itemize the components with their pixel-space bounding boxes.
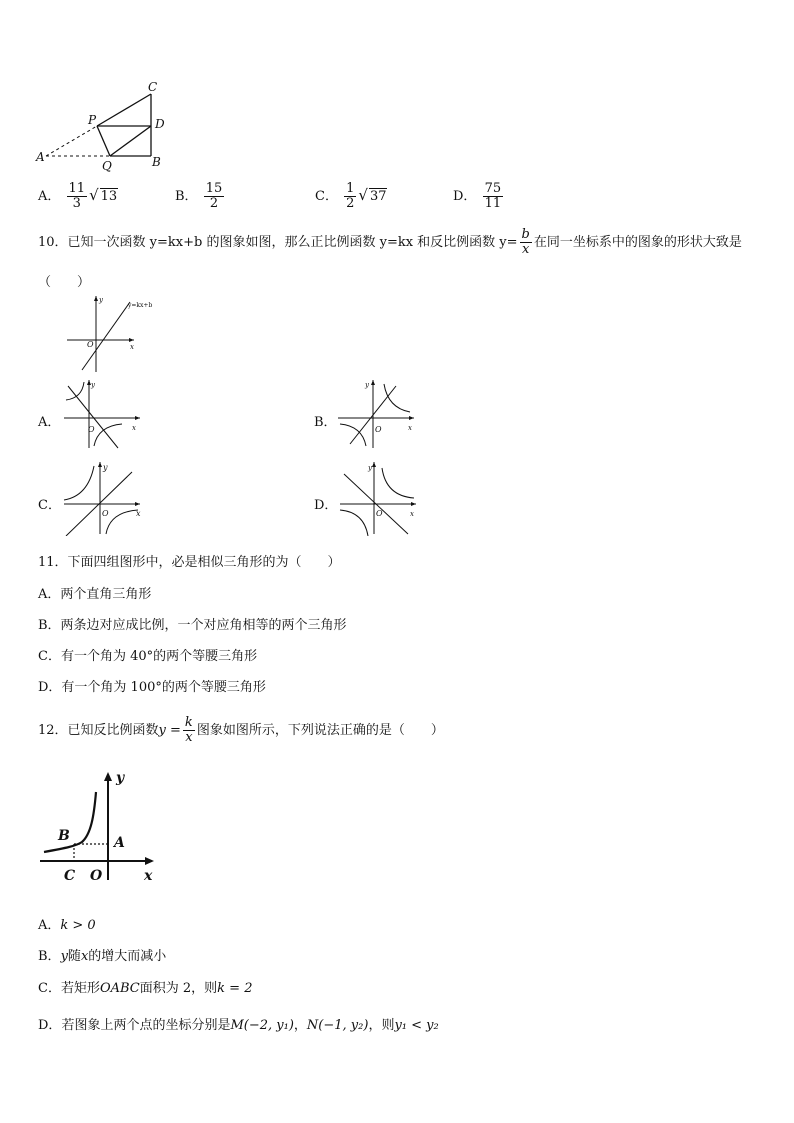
svg-text:y: y <box>116 770 125 786</box>
svg-text:y=kx+b: y=kx+b <box>128 302 153 309</box>
svg-text:O: O <box>376 509 383 518</box>
q12-stem: 12．已知反比例函数y = $\frac{k}{x}$ 图象如图所示，下列说法正确的是（ ） <box>38 715 444 745</box>
q12-figure <box>36 766 164 886</box>
q9-label-q: Q <box>102 159 112 173</box>
q9-label-a: A <box>36 150 45 164</box>
q9-figure <box>30 78 180 173</box>
q10-option-c-label: C． <box>38 498 61 513</box>
q9-line-pc <box>97 94 151 126</box>
q11-option-a: A．两个直角三角形 <box>38 587 152 602</box>
q9-option-a: A． $\frac{11}{3}$ √ 13 <box>38 181 118 211</box>
q9-line-ap <box>46 126 97 156</box>
q9-label-p: P <box>88 113 97 127</box>
q10-option-d-graph <box>338 460 420 536</box>
svg-text:B: B <box>58 828 70 844</box>
q12-option-c: C．若矩形OABC面积为 2，则k = 2 <box>38 981 253 996</box>
q10-option-b-label: B． <box>314 415 337 430</box>
svg-text:x: x <box>136 509 141 518</box>
svg-text:A: A <box>114 835 125 851</box>
q9-line-pq <box>97 126 110 156</box>
q12-curve <box>44 792 96 852</box>
svg-text:x: x <box>144 868 153 884</box>
q12-option-d: D．若图象上两个点的坐标分别是M(−2, y₁)，N(−1, y₂)，则y₁ < y₂ <box>38 1018 439 1033</box>
q9-option-b: B． $\frac{15}{2}$ <box>175 181 223 211</box>
q9-label-c: C <box>148 80 158 94</box>
q10-figure <box>62 292 172 374</box>
q12-option-b: B．y随x的增大而减小 <box>38 949 167 964</box>
q11-stem: 11．下面四组图形中，必是相似三角形的为（ ） <box>38 555 341 570</box>
svg-text:O: O <box>90 868 103 884</box>
svg-text:x: x <box>410 510 414 518</box>
svg-text:y: y <box>99 296 103 304</box>
svg-text:y: y <box>91 381 95 389</box>
svg-text:O: O <box>375 425 382 434</box>
svg-text:y: y <box>365 381 369 389</box>
q10-stem: 10．已知一次函数 y=kx+b 的图象如图，那么正比例函数 y=kx 和反比例函数 y= $\frac{b}{x}$ 在同一坐标系中的图象的形状大致是 <box>38 227 742 257</box>
q11-option-d: D．有一个角为 100°的两个等腰三角形 <box>38 680 266 695</box>
q9-option-d: D． $\frac{75}{11}$ <box>453 181 502 211</box>
svg-text:x: x <box>130 343 134 351</box>
svg-text:O: O <box>87 340 94 349</box>
q9-label-d: D <box>155 117 165 131</box>
q11-option-b: B．两条边对应成比例，一个对应角相等的两个三角形 <box>38 618 347 633</box>
svg-text:x: x <box>132 424 136 432</box>
q10-option-a-graph <box>62 378 144 450</box>
svg-text:x: x <box>408 424 412 432</box>
q10-option-a-label: A． <box>38 415 61 430</box>
svg-text:y: y <box>368 464 372 472</box>
q11-option-c: C．有一个角为 40°的两个等腰三角形 <box>38 649 258 664</box>
q9-line-qd <box>110 126 151 156</box>
q10-option-c-graph <box>62 460 144 536</box>
q9-option-c: C． $\frac{1}{2}$ √ 37 <box>315 181 387 211</box>
q10-option-d-label: D． <box>314 498 338 513</box>
q10-line <box>82 302 130 370</box>
svg-text:O: O <box>88 425 95 434</box>
q10-paren: （ ） <box>38 275 91 290</box>
svg-text:O: O <box>102 509 109 518</box>
q12-option-a: A．k > 0 <box>38 918 96 933</box>
q9-label-b: B <box>152 155 161 169</box>
svg-text:y: y <box>103 463 108 472</box>
q10-option-b-graph <box>336 378 418 450</box>
svg-text:C: C <box>64 868 76 884</box>
